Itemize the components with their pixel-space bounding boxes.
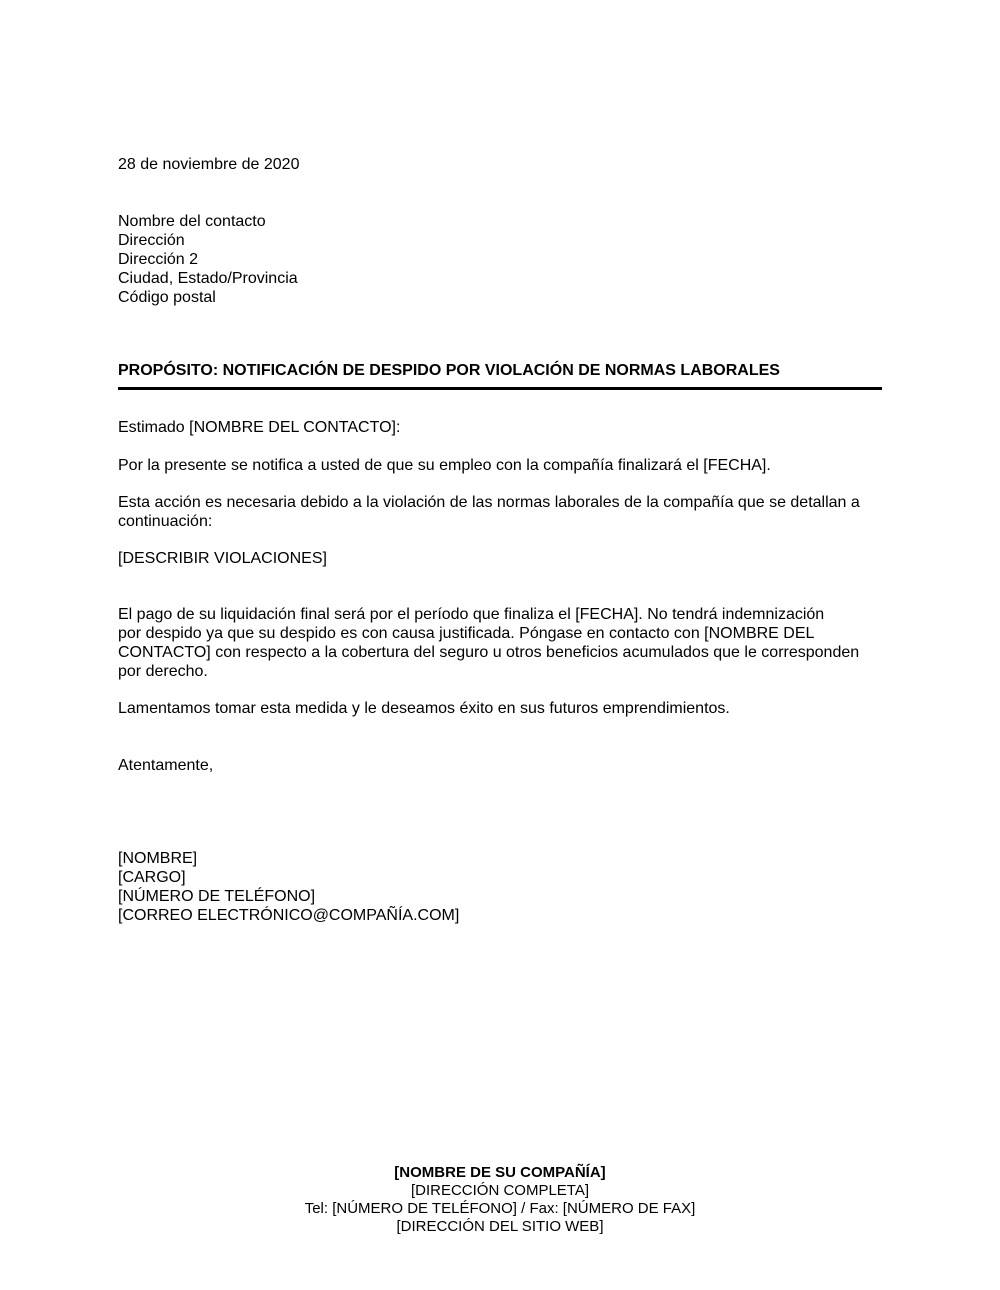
- signature-email: [CORREO ELECTRÓNICO@COMPAÑÍA.COM]: [118, 907, 460, 924]
- paragraph-termination-notice: [118, 456, 888, 475]
- paragraph-line: CONTACTO] con respecto a la cobertura del seguro u otros beneficios acumulados que le corresponden: [118, 644, 860, 661]
- closing-text: Atentamente,: [118, 757, 214, 774]
- footer-website: [DIRECCIÓN DEL SITIO WEB]: [396, 1218, 604, 1235]
- recipient-address: [118, 212, 888, 307]
- subject-heading: [118, 361, 888, 380]
- closing: [118, 756, 888, 775]
- recipient-postal-code: Código postal: [118, 289, 216, 306]
- paragraph-text: Lamentamos tomar esta medida y le deseamos éxito en sus futuros emprendimientos.: [118, 700, 730, 717]
- recipient-city-state: Ciudad, Estado/Provincia: [118, 270, 298, 287]
- paragraph-line: El pago de su liquidación final será por el período que finaliza el [FECHA]. No tendrá indemnización: [118, 606, 825, 623]
- paragraph-line: por despido ya que su despido es con causa justificada. Póngase en contacto con [NOMBRE DEL: [118, 625, 815, 642]
- paragraph-regret: [118, 699, 888, 718]
- footer-address: [DIRECCIÓN COMPLETA]: [410, 1182, 590, 1199]
- recipient-address-line-1: Dirección: [118, 232, 185, 249]
- company-footer: [0, 1164, 1000, 1236]
- subject-text: PROPÓSITO: NOTIFICACIÓN DE DESPIDO POR VIOLACIÓN DE NORMAS LABORALES: [118, 362, 780, 379]
- signature-block: [118, 849, 888, 925]
- paragraph-final-payment: [118, 605, 888, 681]
- signature-phone: [NÚMERO DE TELÉFONO]: [118, 888, 316, 905]
- signature-title: [CARGO]: [118, 869, 186, 886]
- letter-date: [118, 155, 888, 174]
- signature-name: [NOMBRE]: [118, 850, 198, 867]
- footer-contact: Tel: [NÚMERO DE TELÉFONO] / Fax: [NÚMERO DE FAX]: [304, 1200, 696, 1217]
- paragraph-violations-placeholder: [118, 549, 888, 568]
- paragraph-line: Esta acción es necesaria debido a la violación de las normas laborales de la compañía que se detallan a: [118, 494, 860, 511]
- date-text: 28 de noviembre de 2020: [118, 156, 300, 173]
- paragraph-violation-reason: [118, 493, 888, 531]
- paragraph-text: [DESCRIBIR VIOLACIONES]: [118, 550, 327, 567]
- greeting: [118, 418, 888, 437]
- subject-divider: [118, 387, 882, 390]
- greeting-text: Estimado [NOMBRE DEL CONTACTO]:: [118, 419, 401, 436]
- paragraph-line: continuación:: [118, 513, 213, 530]
- footer-company-name: [NOMBRE DE SU COMPAÑÍA]: [394, 1164, 606, 1181]
- recipient-name: Nombre del contacto: [118, 213, 266, 230]
- paragraph-line: por derecho.: [118, 663, 208, 680]
- paragraph-text: Por la presente se notifica a usted de que su empleo con la compañía finalizará el [FECHA].: [118, 457, 771, 474]
- recipient-address-line-2: Dirección 2: [118, 251, 199, 268]
